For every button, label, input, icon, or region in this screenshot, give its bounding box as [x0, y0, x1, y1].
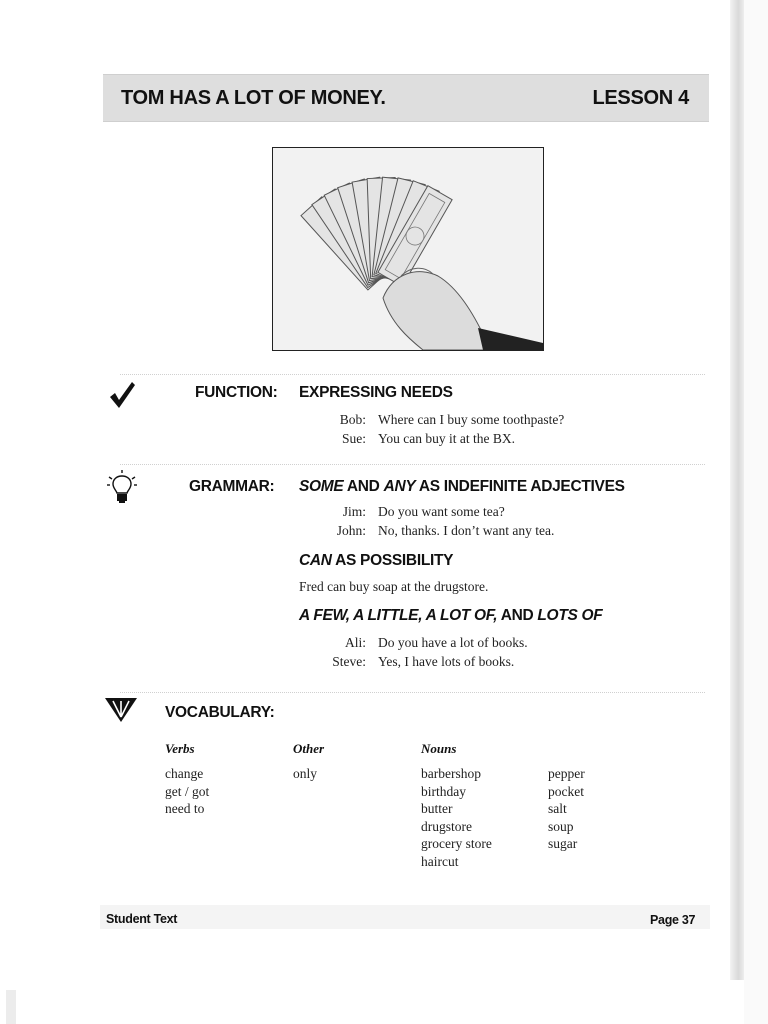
dialogue-speaker: Sue: — [341, 431, 366, 446]
page-binding-edge — [730, 0, 744, 980]
checkmark-icon — [108, 380, 136, 410]
money-photo — [272, 147, 544, 351]
dialogue-line: You can buy it at the BX. — [378, 431, 515, 446]
dialogue-speaker: John: — [336, 523, 366, 538]
list-item: barbershop — [421, 766, 481, 781]
list-item: get / got — [165, 783, 210, 799]
dialogue-line: Do you want some tea? — [378, 504, 505, 519]
dialogue-line: Do you have a lot of books. — [378, 635, 528, 650]
nouns-list-2 — [548, 765, 585, 853]
footer-label: Student Text — [106, 912, 178, 926]
section-divider — [120, 464, 705, 465]
heading-part: A FEW, A LITTLE, A LOT OF, — [299, 607, 498, 624]
list-item: soup — [548, 818, 574, 834]
footer-band — [100, 905, 710, 929]
dialogue-line: Yes, I have lots of books. — [378, 654, 515, 669]
grammar-heading-can — [299, 552, 453, 570]
list-item: pocket — [548, 783, 584, 799]
list-item: drugstore — [421, 818, 472, 834]
scan-mark — [6, 990, 16, 1024]
dialogue-line: Where can I buy some toothpaste? — [378, 412, 565, 427]
lesson-title-bar — [103, 74, 709, 122]
grammar-heading-quantifiers — [299, 607, 602, 625]
list-item: pepper — [548, 766, 585, 781]
list-item: birthday — [421, 783, 466, 799]
list-item: salt — [548, 801, 567, 816]
grammar-label: GRAMMAR: — [189, 478, 275, 495]
heading-part: AS INDEFINITE ADJECTIVES — [415, 478, 625, 495]
list-item: change — [165, 766, 204, 781]
heading-part: CAN — [299, 552, 332, 569]
nouns-header: Nouns — [421, 741, 457, 756]
dialogue-speaker: Bob: — [339, 412, 366, 427]
lightbulb-icon — [106, 470, 138, 504]
dialogue-speaker: Jim: — [342, 504, 366, 519]
heading-part: AS POSSIBILITY — [331, 552, 454, 569]
function-heading: EXPRESSING NEEDS — [299, 384, 453, 401]
other-header: Other — [293, 741, 325, 756]
section-divider — [120, 692, 705, 693]
dialogue-line: No, thanks. I don’t want any tea. — [378, 523, 555, 538]
list-item: haircut — [421, 853, 459, 869]
list-item: need to — [165, 801, 205, 816]
hand-with-money-illustration — [273, 148, 543, 350]
heading-part: AND — [343, 478, 384, 495]
heading-part: AND — [497, 607, 538, 624]
lesson-number: LESSON 4 — [592, 87, 689, 109]
page-margin — [744, 0, 768, 1024]
list-item: grocery store — [421, 836, 492, 851]
dialogue-speaker: Steve: — [332, 654, 366, 669]
section-divider — [120, 374, 705, 375]
function-label: FUNCTION: — [195, 384, 278, 401]
list-item: only — [293, 766, 318, 781]
vocabulary-label: VOCABULARY: — [165, 704, 275, 721]
dialogue-speaker: Ali: — [344, 635, 366, 650]
heading-part: LOTS OF — [537, 607, 603, 624]
lesson-title: TOM HAS A LOT OF MONEY. — [121, 87, 386, 109]
heading-part: ANY — [383, 478, 416, 495]
heading-part: SOME — [299, 478, 344, 495]
nouns-list-1 — [421, 765, 492, 870]
list-item: butter — [421, 801, 453, 816]
example-sentence: Fred can buy soap at the drugstore. — [299, 579, 489, 594]
page-number: Page 37 — [650, 913, 696, 927]
list-item: sugar — [548, 836, 578, 851]
other-list — [293, 765, 317, 783]
vocabulary-triangle-icon — [104, 697, 138, 723]
verbs-list — [165, 765, 209, 818]
grammar-heading-some-any — [299, 478, 625, 496]
verbs-header: Verbs — [165, 741, 195, 756]
